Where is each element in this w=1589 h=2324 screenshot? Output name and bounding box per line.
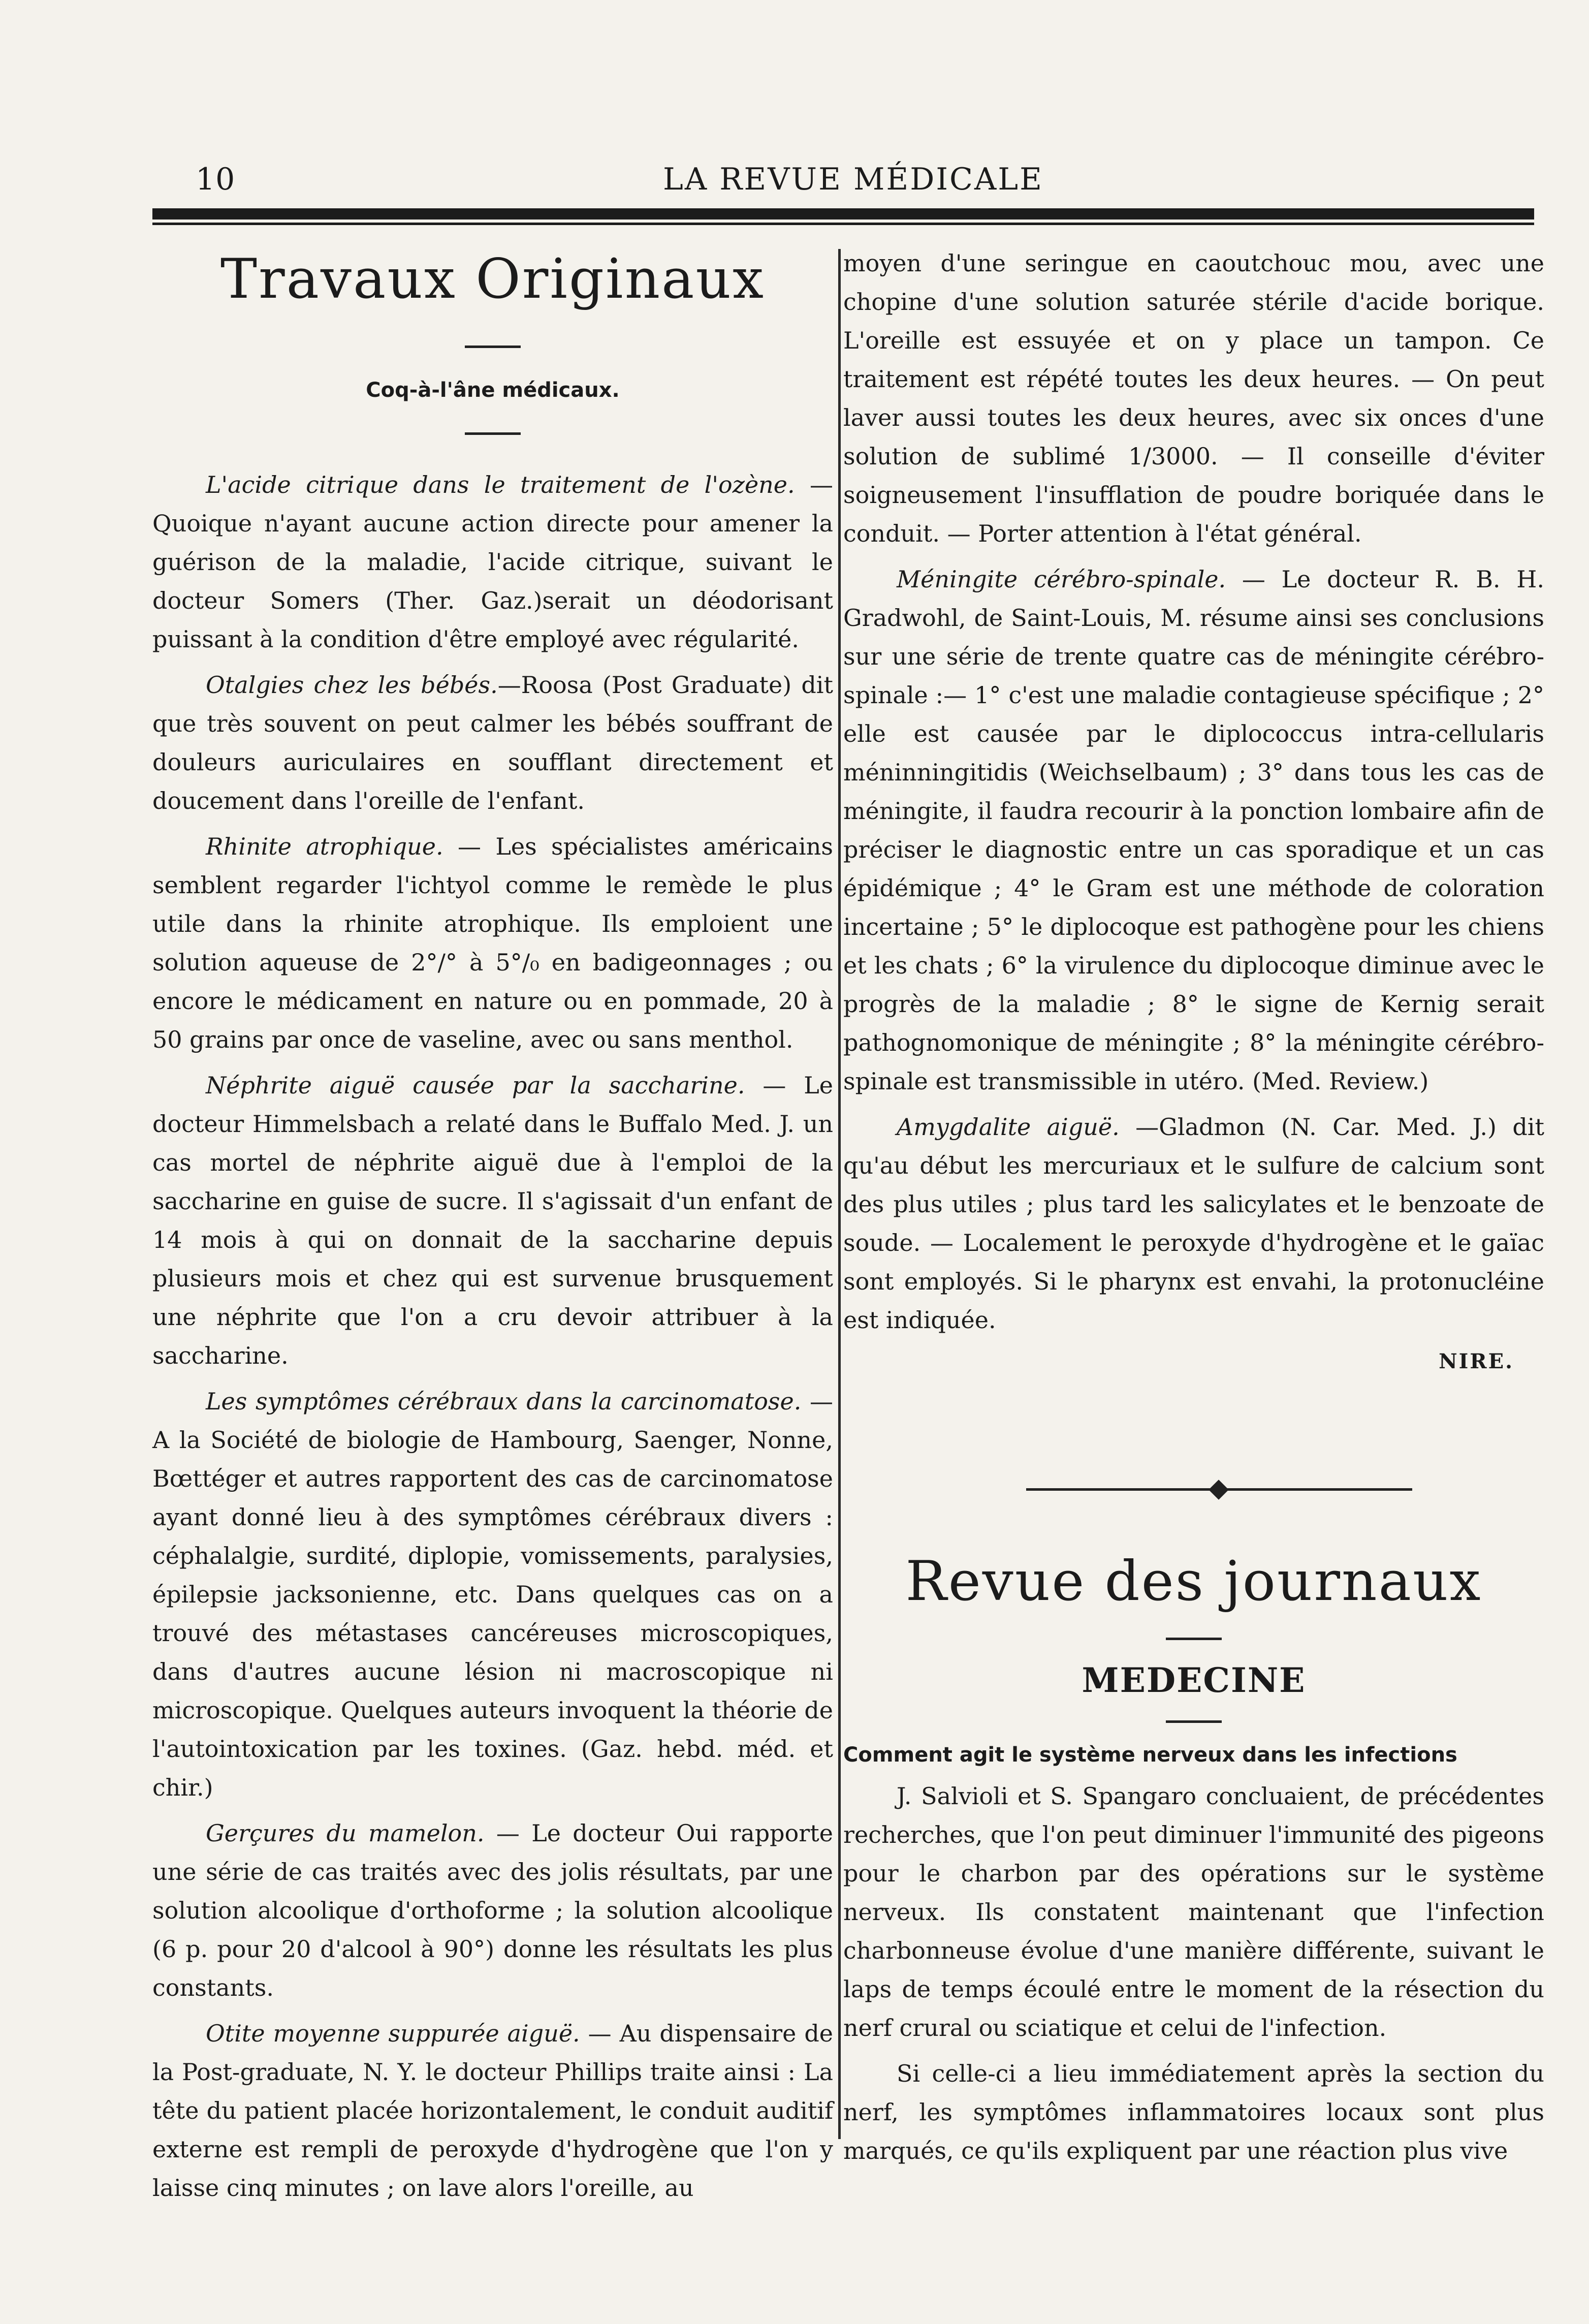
paragraph-text: —Roosa (Post Graduate) dit que très souvent on peut calmer les bébés souffrant de douleurs auriculaires en soufflant directement et doucement dans l'oreille de l'enfant. [152, 671, 833, 815]
subsection-title: MEDECINE [1082, 1660, 1306, 1701]
section-title-travaux: Travaux Originaux [220, 247, 766, 311]
paragraph-text: — Le docteur R. B. H. Gradwohl, de Saint-Louis, M. résume ainsi ses conclusions sur une série de trente quatre cas de méningite cérébro-spinale :— 1° c'est une maladie contagieuse spécifique ; 2° elle est causée par le diplococcus intra-cellularis méninningitidis (Weichselbaum) ; 3° dans tous les cas de méningite, il faudra recourir à la ponction lombaire afin de préciser le diagnostic entre un cas sporadique et un cas épidémique ; 4° le Gram est une méthode de coloration incertaine ; 5° le diplocoque est pathogène pour les chiens et les chats ; 6° la virulence du diplocoque diminue avec le progrès de la maladie ; 8° le signe de Kernig serait pathognomonique de méningite ; 8° la méningite cérébro-spinale est transmissible in utéro. (Med. Review.) [843, 566, 1544, 1095]
paragraph-lead: L'acide citrique dans le traitement de l'ozène. [206, 471, 795, 499]
paragraph-lead: Rhinite atrophique. [206, 833, 443, 861]
journal-title: LA REVUE MÉDICALE [663, 162, 1043, 197]
right-column [843, 244, 1544, 2177]
article-paragraph [152, 2014, 833, 2207]
short-rule [465, 346, 521, 348]
ornamental-divider [843, 1475, 1544, 1505]
ornament-diamond-icon [1209, 1480, 1229, 1500]
short-rule [1166, 1638, 1222, 1640]
paragraph-text: — Le docteur Oui rapporte une série de cas traités avec des jolis résultats, par une solution alcoolique d'orthoforme ; la solution alcoolique (6 p. pour 20 d'alcool à 90°) donne les résultats les plus constants. [152, 1819, 833, 2002]
paragraph-lead: Méningite cérébro-spinale. [897, 566, 1226, 593]
article-paragraph [152, 1382, 833, 1807]
article-paragraph: J. Salvioli et S. Spangaro concluaient, de précédentes recherches, que l'on peut diminuer l'immunité des pigeons pour le charbon par des opérations sur le système nerveux. Ils constatent maintenant que l'infection charbonneuse évolue d'une manière différente, suivant le laps de temps écoulé entre le moment de la résection du nerf crural ou sciatique et celui de l'infection. [843, 1782, 1544, 2042]
paragraph-lead: Néphrite aiguë causée par la saccharine. [206, 1072, 745, 1100]
paragraph-lead: Les symptômes cérébraux dans la carcinomatose. [206, 1388, 802, 1416]
article-paragraph [843, 560, 1544, 1101]
article-paragraph [152, 1066, 833, 1375]
header-rule [152, 208, 1534, 219]
article-paragraph [152, 1814, 833, 2007]
section-title-revue: Revue des journaux [905, 1550, 1482, 1613]
short-rule [465, 432, 521, 435]
page-number: 10 [196, 162, 236, 197]
paragraph-text: — A la Société de biologie de Hambourg, Saenger, Nonne, Bœttéger et autres rapportent des cas de carcinomatose ayant donné lieu à des symptômes cérébraux divers : céphalalgie, surdité, diplopie, vomissements, paralysies, épilepsie jacksonienne, etc. Dans quelques cas on a trouvé des métastases cancéreuses microscopiques, dans d'autres aucune lésion ni macroscopique ni microscopique. Quelques auteurs invoquent la théorie de l'autointoxication par les toxines. (Gaz. hebd. méd. et chir.) [152, 1388, 833, 1802]
column-divider [838, 249, 841, 2139]
running-header [196, 162, 1511, 202]
article-title: Comment agit le système nerveux dans les infections [843, 1743, 1457, 1767]
short-rule [1166, 1720, 1222, 1723]
paragraph-text: — Au dispensaire de la Post-graduate, N. Y. le docteur Phillips traite ainsi : La tête du patient placée horizontalement, le conduit auditif externe est rempli de peroxyde d'hydrogène que l'on y laisse cinq minutes ; on lave alors l'oreille, au [152, 2020, 833, 2202]
author-signature: NIRE. [1439, 1349, 1514, 1373]
paragraph-text: —Gladmon (N. Car. Med. J.) dit qu'au début les mercuriaux et le sulfure de calcium sont des plus utiles ; plus tard les salicylates et le benzoate de soude. — Localement le peroxyde d'hydrogène et le gaïac sont employés. Si le pharynx est envahi, la protonucléine est indiquée. [843, 1113, 1545, 1334]
paragraph-text: — Les spécialistes américains semblent regarder l'ichtyol comme le remède le plus utile dans la rhinite atrophique. Ils emploient une solution aqueuse de 2°/° à 5°/₀ en badigeonnages ; ou encore le médicament en nature ou en pommade, 20 à 50 grains par once de vaseline, avec ou sans menthol. [152, 833, 834, 1054]
continued-paragraph: moyen d'une seringue en caoutchouc mou, avec une chopine d'une solution saturée stérile d'acide borique. L'oreille est essuyée et on y place un tampon. Ce traitement est répété toutes les deux heures. — On peut laver aussi toutes les deux heures, avec six onces d'une solution de sublimé 1/3000. — Il conseille d'éviter soigneusement l'insufflation de poudre boriquée dans le conduit. — Porter attention à l'état général. [843, 249, 1544, 547]
paragraph-text: — Le docteur Himmelsbach a relaté dans le Buffalo Med. J. un cas mortel de néphrite aiguë due à l'emploi de la saccharine en guise de sucre. Il s'agissait d'un enfant de 14 mois à qui on donnait de la saccharine depuis plusieurs mois et chez qui est survenue brusquement une néphrite que l'on a cru devoir attribuer à la saccharine. [152, 1072, 834, 1370]
paragraph-lead: Gerçures du mamelon. [206, 1819, 485, 1847]
paragraph-lead: Otalgies chez les bébés. [206, 671, 498, 699]
paragraph-text: — Quoique n'ayant aucune action directe pour amener la guérison de la maladie, l'acide citrique, suivant le docteur Somers (Ther. Gaz.)serait un déodorisant puissant à la condition d'être employé avec régularité. [152, 471, 833, 653]
article-paragraph: Si celle-ci a lieu immédiatement après la section du nerf, les symptômes inflammatoires locaux sont plus marqués, ce qu'ils expliquent par une réaction plus vive [843, 2060, 1544, 2165]
paragraph-lead: Otite moyenne suppurée aiguë. [206, 2020, 580, 2048]
header-rule-thin [152, 223, 1534, 225]
subsection-title: Coq-à-l'âne médicaux. [366, 379, 620, 402]
article-paragraph [152, 827, 833, 1059]
article-paragraph [152, 666, 833, 820]
article-paragraph [152, 465, 833, 658]
article-paragraph [843, 1108, 1544, 1339]
left-column [152, 244, 833, 2214]
paragraph-lead: Amygdalite aiguë. [897, 1113, 1120, 1141]
